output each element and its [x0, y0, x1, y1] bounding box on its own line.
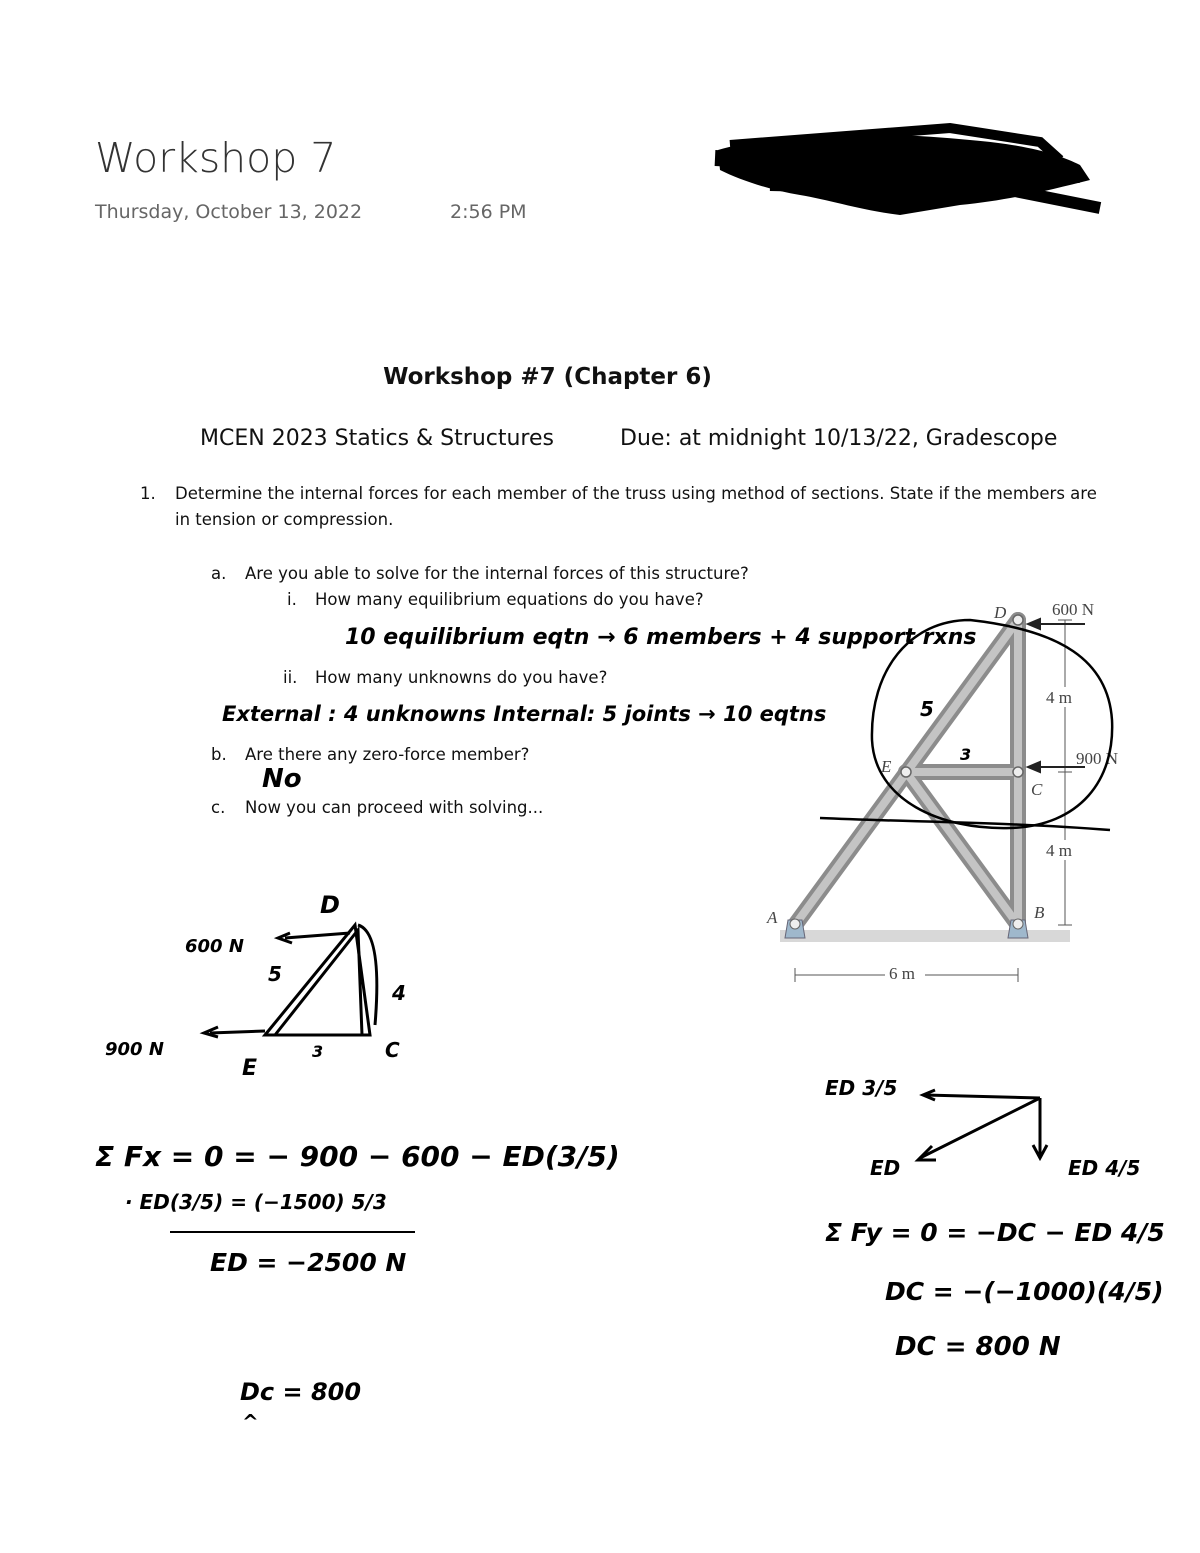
- q1-text-line2: in tension or compression.: [175, 510, 394, 529]
- dim-4m-top: 4 m: [1046, 688, 1072, 707]
- q1-number: 1.: [140, 484, 156, 503]
- label-D: D: [994, 603, 1007, 622]
- label-E: E: [881, 757, 892, 776]
- qa-i-text: How many equilibrium equations do you have?: [315, 590, 704, 609]
- qb-text: Are there any zero-force member?: [245, 745, 530, 764]
- joint-D: [1013, 615, 1023, 625]
- q1-text-line1: Determine the internal forces for each member of the truss using method of sections. State if the members are: [175, 484, 1097, 503]
- label-B: B: [1034, 903, 1045, 922]
- eq-dc-result: DC = 800 N: [895, 1332, 1061, 1362]
- label-A: A: [767, 908, 778, 927]
- qa-ii-text: How many unknowns do you have?: [315, 668, 608, 687]
- circle-label-3: 3: [960, 745, 972, 764]
- fbd-sketch: [100, 885, 430, 1085]
- label-ed: ED: [870, 1156, 901, 1180]
- label-ed-3-5: ED 3/5: [825, 1076, 898, 1100]
- circle-label-5: 5: [920, 697, 934, 721]
- qa-text: Are you able to solve for the internal forces of this structure?: [245, 564, 749, 583]
- page-time: 2:56 PM: [450, 201, 527, 223]
- worksheet-title: Workshop #7 (Chapter 6): [383, 364, 712, 390]
- qa-ii-number: ii.: [283, 668, 298, 687]
- joint-d-sketch: [820, 1070, 1160, 1180]
- eq-fx-step: · ED(3/5) = (−1500) 5/3: [125, 1190, 387, 1214]
- fbd-label-3: 3: [312, 1042, 324, 1061]
- label-600N: 600 N: [1052, 600, 1095, 619]
- qc-number: c.: [211, 798, 226, 817]
- caret-mark: ^: [242, 1410, 259, 1434]
- page-date: Thursday, October 13, 2022: [95, 201, 363, 223]
- fbd-label-4: 4: [392, 981, 406, 1005]
- fbd-label-E: E: [242, 1056, 258, 1081]
- handwritten-answer-ii: External : 4 unknowns Internal: 5 joints → 10 eqtns: [222, 702, 827, 726]
- eq-dc-left: Dc = 800: [240, 1378, 362, 1406]
- label-ed-4-5: ED 4/5: [1068, 1156, 1141, 1180]
- truss-figure: [760, 590, 1200, 1000]
- qc-text: Now you can proceed with solving...: [245, 798, 544, 817]
- eq-dc-step: DC = −(−1000)(4/5): [885, 1277, 1164, 1306]
- qa-number: a.: [211, 564, 227, 583]
- fbd-600-arrow: [285, 933, 350, 938]
- eq-ed-result: ED = −2500 N: [210, 1248, 407, 1277]
- eq-sum-fy: Σ Fy = 0 = −DC − ED 4/5: [825, 1218, 1165, 1247]
- ed-horizontal-arrow: [925, 1095, 1040, 1098]
- handwritten-answer-b: No: [262, 764, 302, 794]
- fbd-label-600: 600 N: [185, 936, 244, 957]
- handwritten-answer-i: 10 equilibrium eqtn → 6 members + 4 support rxns: [345, 625, 977, 650]
- due-date: Due: at midnight 10/13/22, Gradescope: [620, 426, 1058, 451]
- fbd-label-D: D: [320, 891, 340, 919]
- fbd-triangle-inner: [275, 930, 362, 1035]
- qb-number: b.: [211, 745, 227, 764]
- page-title: Workshop 7: [95, 134, 337, 182]
- fbd-label-C: C: [385, 1038, 400, 1062]
- label-C: C: [1031, 780, 1043, 799]
- joint-E: [901, 767, 911, 777]
- joint-C: [1013, 767, 1023, 777]
- eq-underline: [170, 1231, 415, 1233]
- dim-6m: 6 m: [889, 964, 915, 983]
- fbd-900-arrow: [210, 1031, 265, 1033]
- course-name: MCEN 2023 Statics & Structures: [200, 426, 554, 451]
- ed-force-arrow: [920, 1098, 1040, 1158]
- dim-4m-bottom: 4 m: [1046, 841, 1072, 860]
- qa-i-number: i.: [287, 590, 297, 609]
- label-900N: 900 N: [1076, 749, 1119, 768]
- fbd-label-5: 5: [268, 962, 282, 986]
- fbd-label-900: 900 N: [105, 1039, 164, 1060]
- eq-sum-fx: Σ Fx = 0 = − 900 − 600 − ED(3/5): [95, 1140, 620, 1173]
- redaction-mark: [710, 120, 1110, 225]
